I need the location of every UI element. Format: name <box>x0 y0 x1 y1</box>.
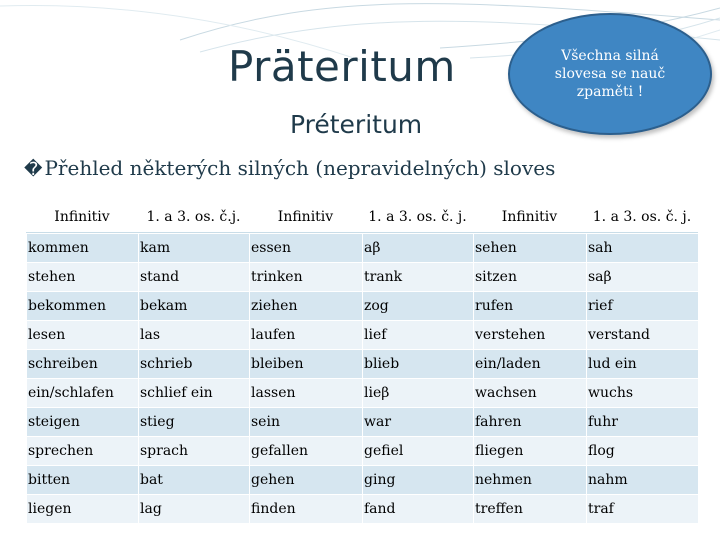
note-bubble <box>508 13 712 135</box>
table-cell: rief <box>586 291 698 320</box>
column-header: 1. a 3. os. č. j. <box>586 201 698 233</box>
table-cell: schreiben <box>26 349 138 378</box>
table-cell: aβ <box>362 233 473 262</box>
table-cell: ein/laden <box>473 349 586 378</box>
note-bubble-text: Všechna silná slovesa se nauč zpaměti ! <box>554 48 666 100</box>
table-cell: ziehen <box>249 291 362 320</box>
table-row <box>26 291 698 320</box>
table-cell: schlief ein <box>138 378 249 407</box>
table-cell: sehen <box>473 233 586 262</box>
section-heading <box>24 156 555 180</box>
table-row <box>26 320 698 349</box>
table-cell: kam <box>138 233 249 262</box>
table-cell: liegen <box>26 494 138 523</box>
table-cell: fand <box>362 494 473 523</box>
table-cell: ein/schlafen <box>26 378 138 407</box>
table-cell: lassen <box>249 378 362 407</box>
table-cell: sein <box>249 407 362 436</box>
table-cell: stand <box>138 262 249 291</box>
table-cell: stieg <box>138 407 249 436</box>
column-header: Infinitiv <box>249 201 362 233</box>
column-header: 1. a 3. os. č.j. <box>138 201 249 233</box>
table-cell: rufen <box>473 291 586 320</box>
table-row <box>26 349 698 378</box>
table-cell: wuchs <box>586 378 698 407</box>
table-row <box>26 465 698 494</box>
table-cell: lief <box>362 320 473 349</box>
table-cell: fahren <box>473 407 586 436</box>
table-cell: trinken <box>249 262 362 291</box>
table-cell: laufen <box>249 320 362 349</box>
table-cell: trank <box>362 262 473 291</box>
table-row <box>26 262 698 291</box>
table-cell: traf <box>586 494 698 523</box>
table-cell: flog <box>586 436 698 465</box>
page-subtitle: Préteritum <box>290 110 423 139</box>
table-row <box>26 494 698 523</box>
table-cell: fuhr <box>586 407 698 436</box>
table-cell: lieβ <box>362 378 473 407</box>
table-cell: bitten <box>26 465 138 494</box>
table-cell: nahm <box>586 465 698 494</box>
table-cell: finden <box>249 494 362 523</box>
table-cell: war <box>362 407 473 436</box>
table-cell: bleiben <box>249 349 362 378</box>
table-cell: gefallen <box>249 436 362 465</box>
table-cell: treffen <box>473 494 586 523</box>
table-cell: verstehen <box>473 320 586 349</box>
table-cell: lesen <box>26 320 138 349</box>
heading-marker: � <box>24 159 43 180</box>
table-cell: las <box>138 320 249 349</box>
table-cell: wachsen <box>473 378 586 407</box>
table-header-row <box>26 201 698 233</box>
table-cell: bekam <box>138 291 249 320</box>
table-cell: sah <box>586 233 698 262</box>
section-heading-text: Přehled některých silných (nepravidelných) sloves <box>44 156 556 180</box>
verb-table <box>26 201 698 523</box>
table-cell: bekommen <box>26 291 138 320</box>
table-cell: verstand <box>586 320 698 349</box>
page-title: Präteritum <box>228 42 456 91</box>
column-header: 1. a 3. os. č. j. <box>362 201 473 233</box>
table-cell: sitzen <box>473 262 586 291</box>
table-row <box>26 436 698 465</box>
table-cell: ging <box>362 465 473 494</box>
table-row <box>26 407 698 436</box>
table-cell: lud ein <box>586 349 698 378</box>
table-cell: schrieb <box>138 349 249 378</box>
table-cell: sprach <box>138 436 249 465</box>
table-cell: kommen <box>26 233 138 262</box>
table-cell: essen <box>249 233 362 262</box>
table-cell: gehen <box>249 465 362 494</box>
table-cell: saβ <box>586 262 698 291</box>
table-cell: fliegen <box>473 436 586 465</box>
table-cell: sprechen <box>26 436 138 465</box>
table-cell: bat <box>138 465 249 494</box>
column-header: Infinitiv <box>26 201 138 233</box>
table-cell: lag <box>138 494 249 523</box>
table-cell: nehmen <box>473 465 586 494</box>
table-cell: zog <box>362 291 473 320</box>
table-cell: steigen <box>26 407 138 436</box>
table-row <box>26 378 698 407</box>
table-row <box>26 233 698 262</box>
column-header: Infinitiv <box>473 201 586 233</box>
table-cell: stehen <box>26 262 138 291</box>
table-cell: blieb <box>362 349 473 378</box>
table-cell: gefiel <box>362 436 473 465</box>
